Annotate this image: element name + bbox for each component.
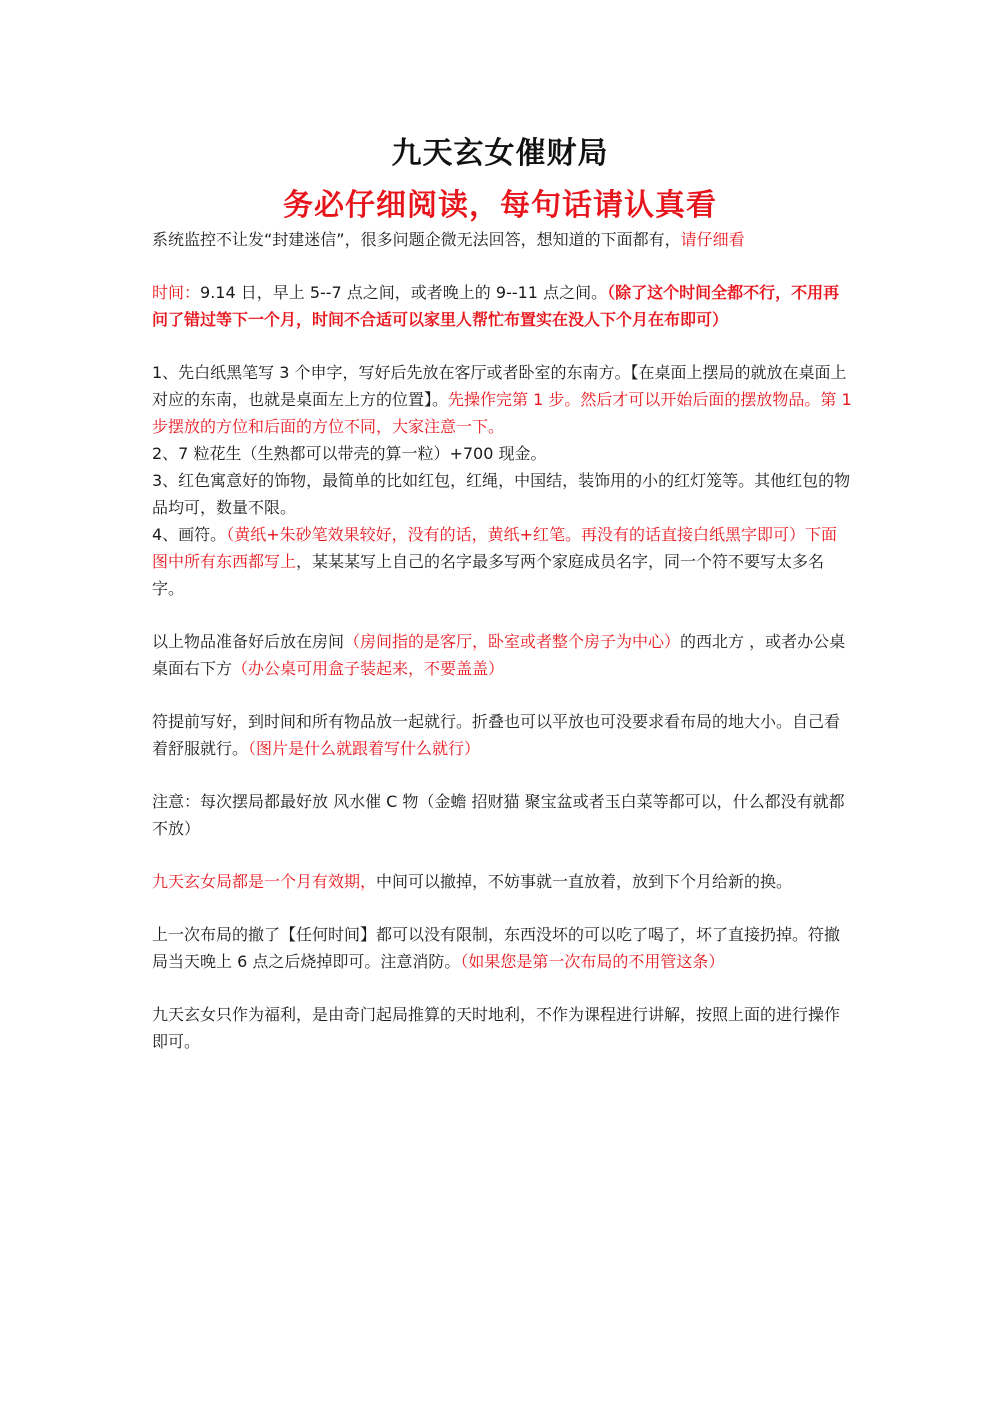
intro-highlight: 请仔细看	[680, 230, 745, 249]
step-3	[152, 467, 852, 521]
time-label: 时间：	[152, 283, 201, 302]
document-subtitle: 务必仔细阅读，每句话请认真看	[283, 188, 717, 223]
closing-text: 九天玄女只作为福利，是由奇门起局推算的天时地利，不作为课程进行讲解，按照上面的进行操作即可。	[152, 1005, 841, 1051]
step-3-text: 3、红色寓意好的饰物，最简单的比如红包，红绳，中国结，装饰用的小的红灯笼等。其他红包的物品均可，数量不限。	[152, 471, 851, 517]
placement-text-1: 以上物品准备好后放在房间	[152, 632, 345, 651]
validity-note: 九天玄女局都是一个月有效期，	[152, 872, 377, 891]
intro-text: 系统监控不让发“封建迷信”，很多问题企微无法回答，想知道的下面都有，	[152, 230, 681, 249]
fu-paragraph	[152, 708, 852, 762]
placement-note-2: （办公桌可用盒子装起来，不要盖盖）	[232, 659, 505, 678]
intro-paragraph	[152, 226, 852, 253]
step-1-note: 先操作完第 1 步。然后才可以开始后面的摆放物品。第 1 步摆放的方位和后面的方位不同，大家注意一下。	[152, 390, 852, 436]
step-4-text: 4、画符。	[152, 525, 227, 544]
notice-paragraph	[152, 788, 852, 842]
step-4-text-2: ，某某某写上自己的名字最多写两个家庭成员名字，同一个符不要写太多名字。	[152, 552, 825, 598]
step-4-note-1: （黄纸+朱砂笔效果较好，没有的话，黄纸+红笔。再没有的话直接白纸黑字即可）	[226, 525, 806, 544]
time-paragraph	[152, 279, 852, 333]
notice-text: 注意：每次摆局都最好放 风水催 C 物（金蟾 招财猫 聚宝盆或者玉白菜等都可以，什么都没有就都不放）	[152, 792, 845, 838]
step-4-note-2: 下面图中所有东西都写上	[152, 525, 838, 571]
step-1-text: 1、先白纸黑笔写 3 个申字，写好后先放在客厅或者卧室的东南方。【在桌面上摆局的就放在桌面上对应的东南，也就是桌面左上方的位置】。	[152, 363, 847, 409]
step-4	[152, 521, 852, 602]
removal-paragraph	[152, 921, 852, 975]
step-2	[152, 440, 852, 467]
validity-text: 中间可以撤掉，不妨事就一直放着，放到下个月给新的换。	[376, 872, 793, 891]
step-1	[152, 359, 852, 440]
time-text: 9.14 日，早上 5--7 点之间，或者晚上的 9--11 点之间。	[200, 283, 608, 302]
placement-text-2: 的西北方 ，或者办公桌桌面右下方	[152, 632, 846, 678]
placement-paragraph	[152, 628, 852, 682]
document-title: 九天玄女催财局	[391, 136, 609, 171]
placement-note-1: （房间指的是客厅，卧室或者整个房子为中心）	[344, 632, 681, 651]
removal-text: 上一次布局的撤了【任何时间】都可以没有限制，东西没坏的可以吃了喝了，坏了直接扔掉。符撤局当天晚上 6 点之后烧掉即可。注意消防。	[152, 925, 841, 971]
time-note: （除了这个时间全都不行，不用再问了错过等下一个月，时间不合适可以家里人帮忙布置实在没人下个月在布即可）	[152, 283, 840, 329]
validity-paragraph	[152, 868, 852, 895]
fu-note: （图片是什么就跟着写什么就行）	[248, 739, 481, 758]
fu-text: 符提前写好，到时间和所有物品放一起就行。折叠也可以平放也可没要求看布局的地大小。自己看着舒服就行。	[152, 712, 841, 758]
step-2-text: 2、7 粒花生（生熟都可以带壳的算一粒）+700 现金。	[152, 444, 547, 463]
removal-note: （如果您是第一次布局的不用管这条）	[460, 952, 725, 971]
closing-paragraph	[152, 1001, 852, 1055]
document-body	[152, 226, 852, 1055]
